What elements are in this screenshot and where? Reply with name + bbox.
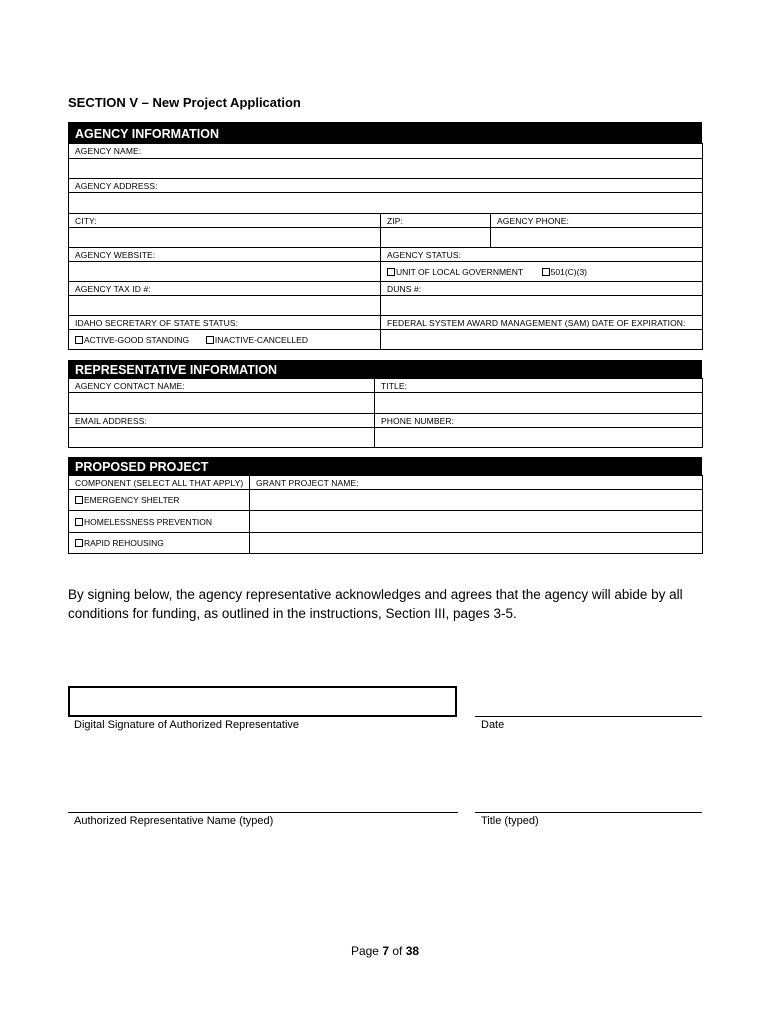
agency-phone-field[interactable] — [491, 228, 703, 248]
checkbox-icon — [75, 518, 83, 526]
email-label: EMAIL ADDRESS: — [69, 414, 375, 428]
date-line[interactable] — [475, 716, 702, 717]
title-typed-label: Title (typed) — [481, 815, 539, 827]
agency-website-field[interactable] — [69, 262, 381, 282]
email-field[interactable] — [69, 428, 375, 448]
contact-name-field[interactable] — [69, 393, 375, 414]
checkbox-icon — [75, 496, 83, 504]
phone-number-field[interactable] — [375, 428, 703, 448]
checkbox-icon — [75, 336, 83, 344]
duns-label: DUNS #: — [381, 282, 703, 296]
duns-field[interactable] — [381, 296, 703, 316]
inactive-cancelled-checkbox[interactable]: INACTIVE-CANCELLED — [206, 335, 308, 345]
501c3-checkbox[interactable]: 501(C)(3) — [542, 267, 587, 277]
zip-label: ZIP: — [381, 214, 491, 228]
tax-id-label: AGENCY TAX ID #: — [69, 282, 381, 296]
representative-name-label: Authorized Representative Name (typed) — [74, 815, 274, 827]
agency-status-label: AGENCY STATUS: — [381, 248, 703, 262]
zip-field[interactable] — [381, 228, 491, 248]
section-title: SECTION V – New Project Application — [68, 95, 301, 110]
active-good-standing-checkbox[interactable]: ACTIVE-GOOD STANDING — [75, 335, 189, 345]
sam-expiration-field[interactable] — [381, 330, 703, 350]
title-field[interactable] — [375, 393, 703, 414]
title-typed-line[interactable] — [475, 812, 702, 813]
homelessness-prevention-checkbox[interactable]: HOMELESSNESS PREVENTION — [69, 511, 250, 533]
grant-project-name-label: GRANT PROJECT NAME: — [250, 476, 703, 490]
agreement-statement: By signing below, the agency representative acknowledges and agrees that the agency will abide by all conditions for funding, as outlined in the instructions, Section III, pages 3-5. — [68, 587, 683, 621]
agency-name-field[interactable] — [69, 159, 703, 179]
checkbox-icon — [542, 268, 550, 276]
city-label: CITY: — [69, 214, 381, 228]
agency-address-label: AGENCY ADDRESS: — [69, 179, 703, 193]
agency-address-field[interactable] — [69, 193, 703, 214]
city-field[interactable] — [69, 228, 381, 248]
proposed-project-table — [68, 475, 703, 554]
proposed-project-header: PROPOSED PROJECT — [68, 457, 702, 475]
grant-project-name-field-3[interactable] — [250, 533, 703, 554]
unit-local-government-checkbox[interactable]: UNIT OF LOCAL GOVERNMENT — [387, 267, 523, 277]
sos-status-label: IDAHO SECRETARY OF STATE STATUS: — [69, 316, 381, 330]
sos-status-options — [69, 330, 381, 350]
tax-id-field[interactable] — [69, 296, 381, 316]
title-label: TITLE: — [375, 379, 703, 393]
phone-number-label: PHONE NUMBER: — [375, 414, 703, 428]
agency-phone-label: AGENCY PHONE: — [491, 214, 703, 228]
agency-info-table — [68, 143, 703, 350]
digital-signature-label: Digital Signature of Authorized Representative — [74, 719, 300, 731]
representative-info-table — [68, 378, 703, 448]
checkbox-icon — [387, 268, 395, 276]
representative-info-header: REPRESENTATIVE INFORMATION — [68, 360, 702, 378]
grant-project-name-field-1[interactable] — [250, 490, 703, 511]
digital-signature-box[interactable] — [68, 686, 457, 717]
rapid-rehousing-checkbox[interactable]: RAPID REHOUSING — [69, 533, 250, 554]
agency-info-header: AGENCY INFORMATION — [68, 122, 702, 143]
agency-name-label: AGENCY NAME: — [69, 144, 703, 159]
contact-name-label: AGENCY CONTACT NAME: — [69, 379, 375, 393]
sam-expiration-label: FEDERAL SYSTEM AWARD MANAGEMENT (SAM) DATE OF EXPIRATION: — [381, 316, 703, 330]
page-number: Page 7 of 38 — [350, 944, 420, 958]
agency-website-label: AGENCY WEBSITE: — [69, 248, 381, 262]
representative-name-line[interactable] — [68, 812, 458, 813]
checkbox-icon — [75, 539, 83, 547]
grant-project-name-field-2[interactable] — [250, 511, 703, 533]
component-label: COMPONENT (SELECT ALL THAT APPLY) — [69, 476, 250, 490]
checkbox-icon — [206, 336, 214, 344]
date-label: Date — [481, 719, 505, 731]
agency-status-options — [381, 262, 703, 282]
emergency-shelter-checkbox[interactable]: EMERGENCY SHELTER — [69, 490, 250, 511]
